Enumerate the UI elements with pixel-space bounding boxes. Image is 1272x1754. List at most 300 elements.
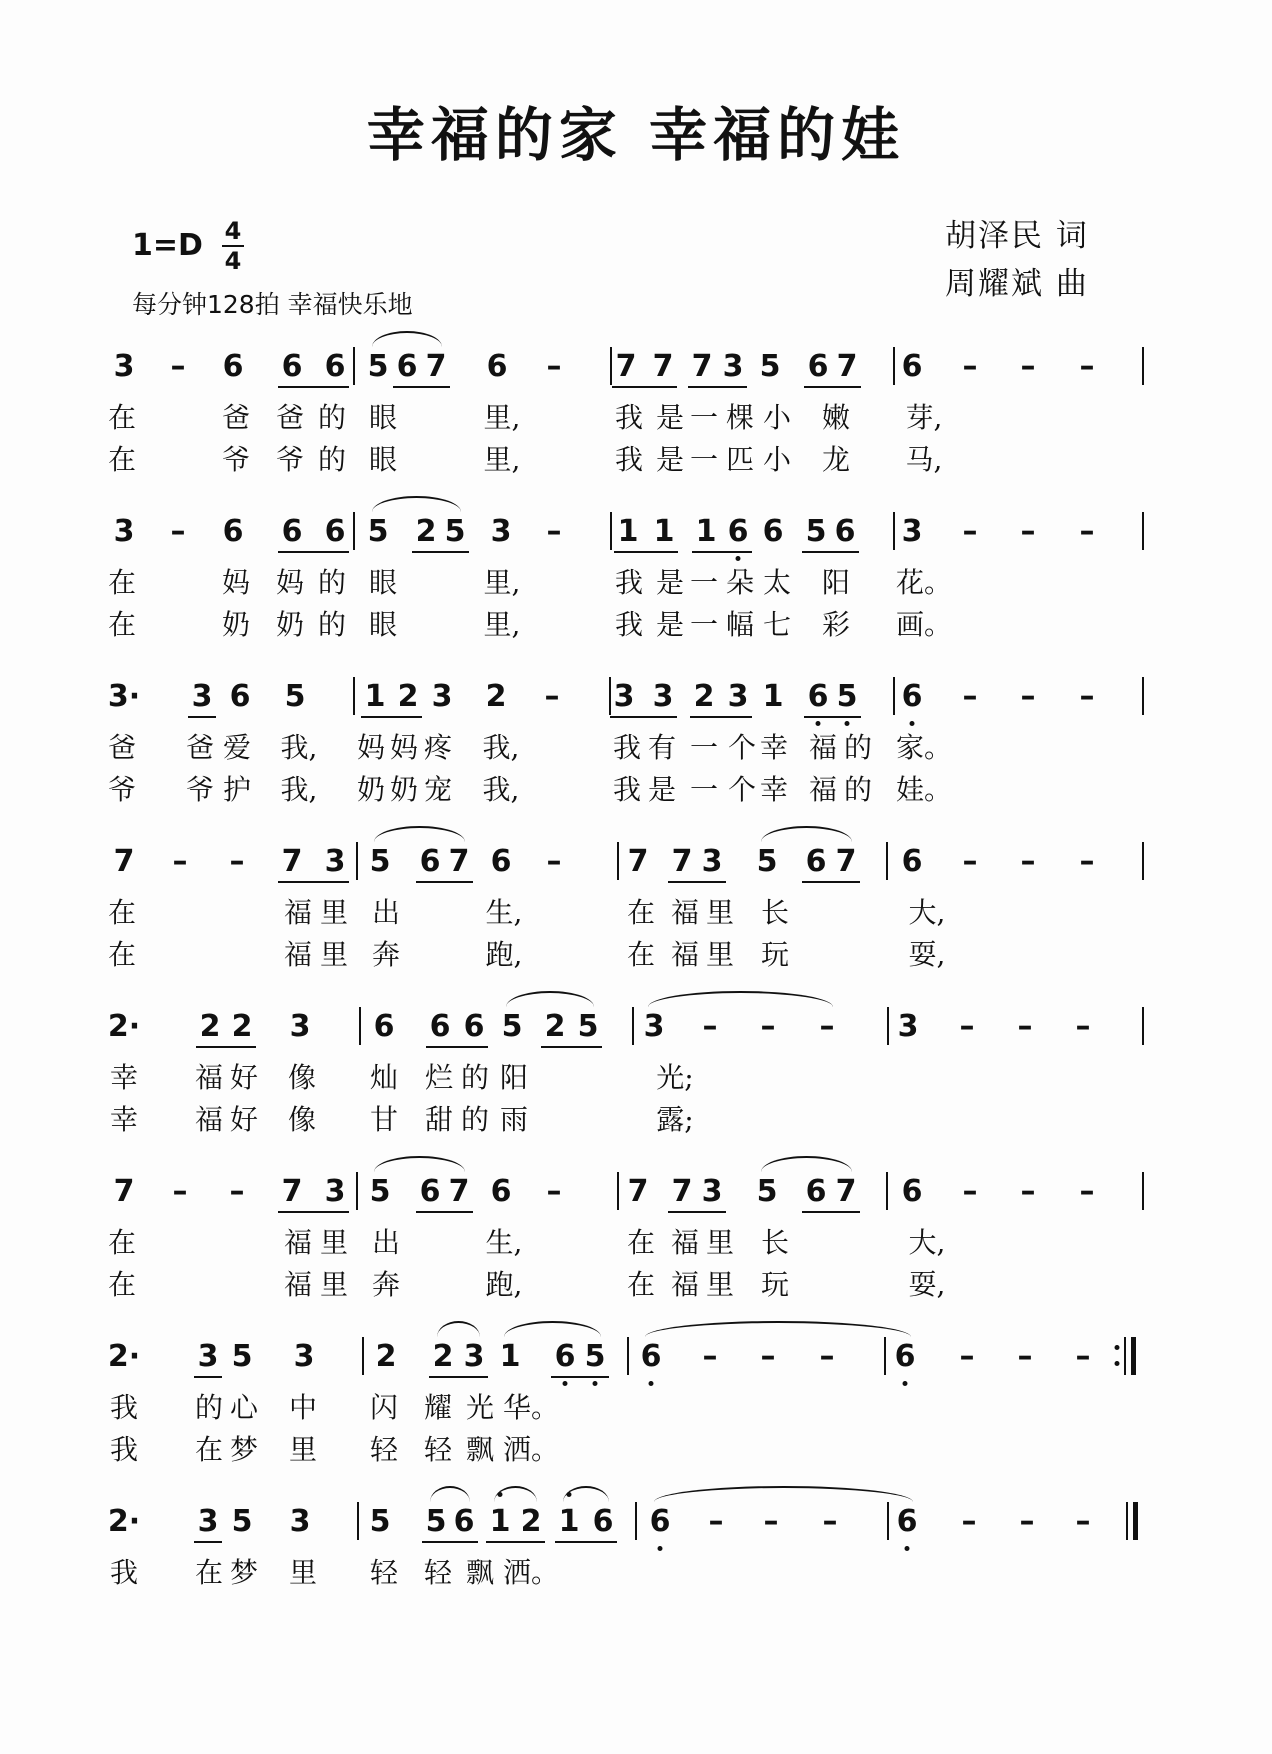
note-token: 7 (281, 1174, 303, 1209)
lyric-char: 一 (689, 401, 719, 434)
note-token: 6 (901, 679, 923, 714)
note-token: 6 (807, 679, 829, 714)
note-token: 7 (671, 1174, 693, 1209)
lyric-char: 匹 (725, 443, 755, 476)
note-token: 7 (691, 349, 713, 384)
lyric-char: 大, (908, 1226, 946, 1259)
lyric-char: 里 (319, 938, 349, 971)
lyric-char: 里, (483, 566, 521, 599)
lyric-char: 在 (626, 1268, 656, 1301)
note-token: 3 (722, 349, 744, 384)
lyric-char: 里 (288, 1433, 318, 1466)
barline (1142, 347, 1144, 385)
lyric-char: 妈 (356, 731, 386, 764)
note-token: 5 (501, 1009, 523, 1044)
lyric-char: 眼 (368, 401, 398, 434)
note-token: 6 (222, 514, 244, 549)
note-token: 6 (222, 349, 244, 384)
underline-beam (393, 386, 450, 388)
low-octave-dot (563, 1381, 568, 1386)
lyric-char: 露; (656, 1103, 694, 1136)
lyric-char: 长 (760, 1226, 790, 1259)
underline-beam (486, 1541, 545, 1543)
lyric-char: 福 (283, 1268, 313, 1301)
note-token: 3 (652, 679, 674, 714)
lyric-char: 玩 (760, 938, 790, 971)
barline (886, 842, 888, 880)
lyric-char: 嫩 (821, 401, 851, 434)
dash-token: – (1020, 514, 1036, 549)
underline-beam (361, 716, 422, 718)
lyric-char: 在 (194, 1433, 224, 1466)
note-token: 6 (281, 349, 303, 384)
lyric-char: 阳 (499, 1061, 529, 1094)
note-token: 6 (649, 1504, 671, 1539)
note-token: 7 (627, 1174, 649, 1209)
lyric-char: 在 (107, 938, 137, 971)
lyric-char: 爷 (275, 443, 305, 476)
lyric-char: 眼 (368, 608, 398, 641)
lyric-char: 我, (280, 731, 318, 764)
note-token: 3 (324, 844, 346, 879)
note-token: 7 (448, 844, 470, 879)
note-token: 5 (756, 1174, 778, 1209)
lyric-char: 大, (908, 896, 946, 929)
lyric-char: 里, (483, 443, 521, 476)
note-token: 7 (281, 844, 303, 879)
lyric-char: 我 (109, 1433, 139, 1466)
note-token: 3 (727, 679, 749, 714)
note-token: 6 (805, 1174, 827, 1209)
barline (610, 347, 612, 385)
lyric-char: 光; (656, 1061, 694, 1094)
lyric-char: 玩 (760, 1268, 790, 1301)
dash-token: – (544, 679, 560, 714)
lyric-char: 阳 (821, 566, 851, 599)
lyric-char: 我, (482, 773, 520, 806)
dash-token: – (546, 514, 562, 549)
repeat-dot (1115, 1345, 1120, 1350)
lyric-char: 幸 (759, 731, 789, 764)
staff-line (0, 345, 1272, 495)
note-token: 6 (896, 1504, 918, 1539)
dash-token: – (962, 349, 978, 384)
note-token: 5 (369, 844, 391, 879)
barline (609, 677, 611, 715)
note-token: 1 (364, 679, 386, 714)
lyricist-credit: 胡泽民 词 (945, 218, 1089, 254)
underline-beam (194, 1541, 222, 1543)
note-token: 6 (554, 1339, 576, 1374)
slur-arc (372, 331, 442, 347)
slur-arc (437, 1321, 480, 1337)
lyric-char: 妈 (221, 566, 251, 599)
lyric-char: 心 (229, 1391, 259, 1424)
lyric-char: 我 (614, 608, 644, 641)
note-token: 5 (231, 1504, 253, 1539)
low-octave-dot (736, 556, 741, 561)
note-token: 5 (577, 1009, 599, 1044)
lyric-char: 我 (614, 401, 644, 434)
note-token: 1 (558, 1504, 580, 1539)
barline (893, 677, 895, 715)
lyric-char: 福 (670, 1226, 700, 1259)
lyric-char: 奶 (356, 773, 386, 806)
slur-arc (761, 1156, 852, 1172)
barline (1142, 1172, 1144, 1210)
lyric-char: 的 (317, 566, 347, 599)
note-token: 3 (643, 1009, 665, 1044)
slur-arc (374, 1156, 465, 1172)
lyric-char: 里 (319, 896, 349, 929)
lyric-char: 奔 (371, 938, 401, 971)
lyric-char: 耍, (908, 938, 946, 971)
lyric-char: 里 (288, 1556, 318, 1589)
lyric-char: 个 (727, 773, 757, 806)
lyric-char: 甘 (369, 1103, 399, 1136)
underline-beam (278, 881, 349, 883)
slur-arc (374, 826, 465, 842)
lyric-char: 太 (762, 566, 792, 599)
staff-line (0, 1500, 1272, 1650)
barline (1124, 1337, 1126, 1375)
lyric-char: 的 (317, 401, 347, 434)
note-token: 1 (617, 514, 639, 549)
note-token: 1 (762, 679, 784, 714)
dash-token: – (1020, 844, 1036, 879)
lyric-char: 幸 (109, 1061, 139, 1094)
lyric-char: 的 (843, 773, 873, 806)
note-token: 6 (281, 514, 303, 549)
underline-beam (278, 551, 349, 553)
lyric-char: 我, (482, 731, 520, 764)
underline-beam (416, 1211, 473, 1213)
lyric-char: 奶 (221, 608, 251, 641)
note-token: 3 (293, 1339, 315, 1374)
dash-token: – (708, 1504, 724, 1539)
underline-beam (668, 881, 726, 883)
note-token: 6 (486, 349, 508, 384)
repeat-dot (1115, 1361, 1120, 1366)
dash-token: – (760, 1009, 776, 1044)
note-token: 6 (324, 349, 346, 384)
note-token: 6 (229, 679, 251, 714)
note-token: 3 (901, 514, 923, 549)
lyric-char: 幸 (759, 773, 789, 806)
lyric-char: 马, (905, 443, 943, 476)
note-token: 2· (107, 1339, 141, 1374)
lyric-char: 在 (626, 896, 656, 929)
slur-arc (654, 1486, 913, 1502)
underline-beam (612, 386, 677, 388)
note-token: 1 (695, 514, 717, 549)
staff-line (0, 1170, 1272, 1320)
barline (353, 512, 355, 550)
barline (356, 1172, 358, 1210)
lyric-char: 朵 (725, 566, 755, 599)
dash-token: – (1020, 1174, 1036, 1209)
underline-beam (188, 716, 216, 718)
barline (627, 1337, 629, 1375)
dash-token: – (172, 844, 188, 879)
note-token: 3 (701, 1174, 723, 1209)
barline (887, 1502, 889, 1540)
dash-token: – (172, 1174, 188, 1209)
lyric-char: 爸 (275, 401, 305, 434)
note-token: 6 (807, 349, 829, 384)
lyric-char: 轻 (423, 1556, 453, 1589)
lyric-char: 娃。 (895, 773, 953, 806)
lyric-char: 像 (287, 1103, 317, 1136)
dash-token: – (1075, 1504, 1091, 1539)
note-token: 3 (463, 1339, 485, 1374)
lyric-char: 梦 (229, 1556, 259, 1589)
lyric-char: 在 (107, 896, 137, 929)
lyric-char: 一 (689, 608, 719, 641)
low-octave-dot (816, 721, 821, 726)
lyric-char: 里 (705, 938, 735, 971)
note-token: 6 (894, 1339, 916, 1374)
lyric-char: 奶 (275, 608, 305, 641)
lyric-char: 奔 (371, 1268, 401, 1301)
barline (887, 1007, 889, 1045)
underline-beam (278, 1211, 349, 1213)
lyric-char: 爱 (222, 731, 252, 764)
lyric-char: 我 (612, 731, 642, 764)
song-title: 幸福的家 幸福的娃 (366, 101, 906, 169)
low-octave-dot (905, 1546, 910, 1551)
underline-beam (541, 1046, 602, 1048)
note-token: 6 (463, 1009, 485, 1044)
lyric-char: 里 (705, 1226, 735, 1259)
note-token: 2 (397, 679, 419, 714)
lyric-char: 爸 (107, 731, 137, 764)
dash-token: – (822, 1504, 838, 1539)
lyric-char: 花。 (895, 566, 953, 599)
lyric-char: 像 (287, 1061, 317, 1094)
dash-token: – (962, 679, 978, 714)
lyric-char: 小 (762, 443, 792, 476)
dash-token: – (819, 1339, 835, 1374)
note-token: 2 (544, 1009, 566, 1044)
lyric-char: 在 (626, 1226, 656, 1259)
dash-token: – (546, 349, 562, 384)
lyric-char: 里 (705, 1268, 735, 1301)
slur-arc (506, 991, 594, 1007)
note-token: 3 (324, 1174, 346, 1209)
barline (357, 1502, 359, 1540)
note-token: 6 (373, 1009, 395, 1044)
note-token: 2 (415, 514, 437, 549)
lyric-char: 个 (727, 731, 757, 764)
lyric-char: 烂 (424, 1061, 454, 1094)
low-octave-dot (903, 1381, 908, 1386)
lyric-char: 出 (371, 896, 401, 929)
lyric-char: 福 (194, 1061, 224, 1094)
high-octave-dot (498, 1492, 503, 1497)
lyric-char: 妈 (275, 566, 305, 599)
dash-token: – (1017, 1339, 1033, 1374)
dash-token: – (763, 1504, 779, 1539)
time-signature-top: 4 (224, 217, 242, 245)
lyric-char: 妈 (389, 731, 419, 764)
note-token: 2 (520, 1504, 542, 1539)
dash-token: – (1020, 349, 1036, 384)
note-token: 6 (324, 514, 346, 549)
lyric-char: 我, (280, 773, 318, 806)
dash-token: – (1020, 679, 1036, 714)
barline (617, 842, 619, 880)
lyric-char: 跑, (485, 938, 523, 971)
lyric-char: 好 (229, 1103, 259, 1136)
time-signature (222, 218, 244, 274)
lyric-char: 我 (614, 566, 644, 599)
lyric-char: 里 (319, 1226, 349, 1259)
lyric-char: 飘 (465, 1433, 495, 1466)
lyric-char: 奶 (389, 773, 419, 806)
dash-token: – (546, 1174, 562, 1209)
lyric-char: 雨 (499, 1103, 529, 1136)
key-signature: 1=D (132, 228, 203, 263)
note-token: 1 (499, 1339, 521, 1374)
note-token: 7 (652, 349, 674, 384)
note-token: 3 (289, 1504, 311, 1539)
barline-final (1133, 1502, 1138, 1540)
underline-beam (429, 1376, 488, 1378)
staff-line (0, 510, 1272, 660)
underline-beam (426, 1046, 488, 1048)
lyric-char: 长 (760, 896, 790, 929)
lyric-char: 爷 (107, 773, 137, 806)
lyric-char: 爷 (185, 773, 215, 806)
dash-token: – (1075, 1009, 1091, 1044)
barline-final (1131, 1337, 1136, 1375)
dash-token: – (959, 1339, 975, 1374)
low-octave-dot (910, 721, 915, 726)
note-token: 2· (107, 1009, 141, 1044)
dash-token: – (170, 349, 186, 384)
underline-beam (194, 1376, 222, 1378)
note-token: 5 (231, 1339, 253, 1374)
staff-line (0, 1335, 1272, 1485)
lyric-char: 福 (670, 938, 700, 971)
lyric-char: 是 (655, 443, 685, 476)
dash-token: – (1079, 514, 1095, 549)
note-token: 3 (490, 514, 512, 549)
dash-token: – (229, 1174, 245, 1209)
low-octave-dot (845, 721, 850, 726)
slur-arc (504, 1321, 601, 1337)
note-token: 3 (289, 1009, 311, 1044)
high-octave-dot (567, 1492, 572, 1497)
slur-arc (430, 1486, 470, 1502)
dash-token: – (702, 1339, 718, 1374)
lyric-char: 在 (107, 401, 137, 434)
note-token: 6 (901, 1174, 923, 1209)
lyric-char: 是 (655, 608, 685, 641)
dash-token: – (1079, 1174, 1095, 1209)
lyric-char: 在 (107, 443, 137, 476)
lyric-char: 洒。 (502, 1556, 560, 1589)
staff-line (0, 1005, 1272, 1155)
staff-line (0, 840, 1272, 990)
lyric-char: 幅 (725, 608, 755, 641)
underline-beam (802, 551, 859, 553)
dash-token: – (962, 514, 978, 549)
lyric-char: 幸 (109, 1103, 139, 1136)
note-token: 1 (653, 514, 675, 549)
note-token: 5 (759, 349, 781, 384)
lyric-char: 小 (762, 401, 792, 434)
underline-beam (196, 1046, 256, 1048)
lyric-char: 灿 (369, 1061, 399, 1094)
barline (635, 1502, 637, 1540)
barline (353, 347, 355, 385)
composer-credit: 周耀斌 曲 (945, 266, 1089, 302)
note-token: 6 (453, 1504, 475, 1539)
lyric-char: 彩 (821, 608, 851, 641)
lyric-char: 生, (485, 896, 523, 929)
lyric-char: 轻 (423, 1433, 453, 1466)
lyric-char: 福 (808, 773, 838, 806)
note-token: 6 (396, 349, 418, 384)
note-token: 5 (444, 514, 466, 549)
lyric-char: 的 (460, 1061, 490, 1094)
barline (884, 1337, 886, 1375)
barline (1126, 1502, 1128, 1540)
lyric-char: 轻 (369, 1433, 399, 1466)
lyric-char: 生, (485, 1226, 523, 1259)
note-token: 7 (615, 349, 637, 384)
barline (1142, 677, 1144, 715)
lyric-char: 轻 (369, 1556, 399, 1589)
lyric-char: 耍, (908, 1268, 946, 1301)
low-octave-dot (649, 1381, 654, 1386)
barline (359, 1007, 361, 1045)
lyric-char: 出 (371, 1226, 401, 1259)
dash-token: – (229, 844, 245, 879)
note-token: 3 (701, 844, 723, 879)
note-token: 3 (113, 349, 135, 384)
note-token: 2· (107, 1504, 141, 1539)
tempo-marking: 每分钟128拍 幸福快乐地 (132, 290, 413, 319)
lyric-char: 爷 (221, 443, 251, 476)
lyric-char: 画。 (895, 608, 953, 641)
note-token: 7 (671, 844, 693, 879)
dash-token: – (959, 1009, 975, 1044)
note-token: 5 (756, 844, 778, 879)
underline-beam (412, 551, 469, 553)
note-token: 2 (485, 679, 507, 714)
underline-beam (692, 551, 752, 553)
underline-beam (804, 386, 861, 388)
lyric-char: 里 (705, 896, 735, 929)
dash-token: – (170, 514, 186, 549)
underline-beam (688, 386, 747, 388)
lyric-char: 福 (194, 1103, 224, 1136)
dash-token: – (1019, 1504, 1035, 1539)
lyric-char: 在 (107, 1268, 137, 1301)
lyric-char: 好 (229, 1061, 259, 1094)
lyric-char: 我 (614, 443, 644, 476)
barline (886, 1172, 888, 1210)
lyric-char: 福 (670, 896, 700, 929)
note-token: 6 (419, 844, 441, 879)
dash-token: – (961, 1504, 977, 1539)
lyric-char: 里, (483, 608, 521, 641)
note-token: 5 (284, 679, 306, 714)
slur-arc (648, 991, 833, 1007)
